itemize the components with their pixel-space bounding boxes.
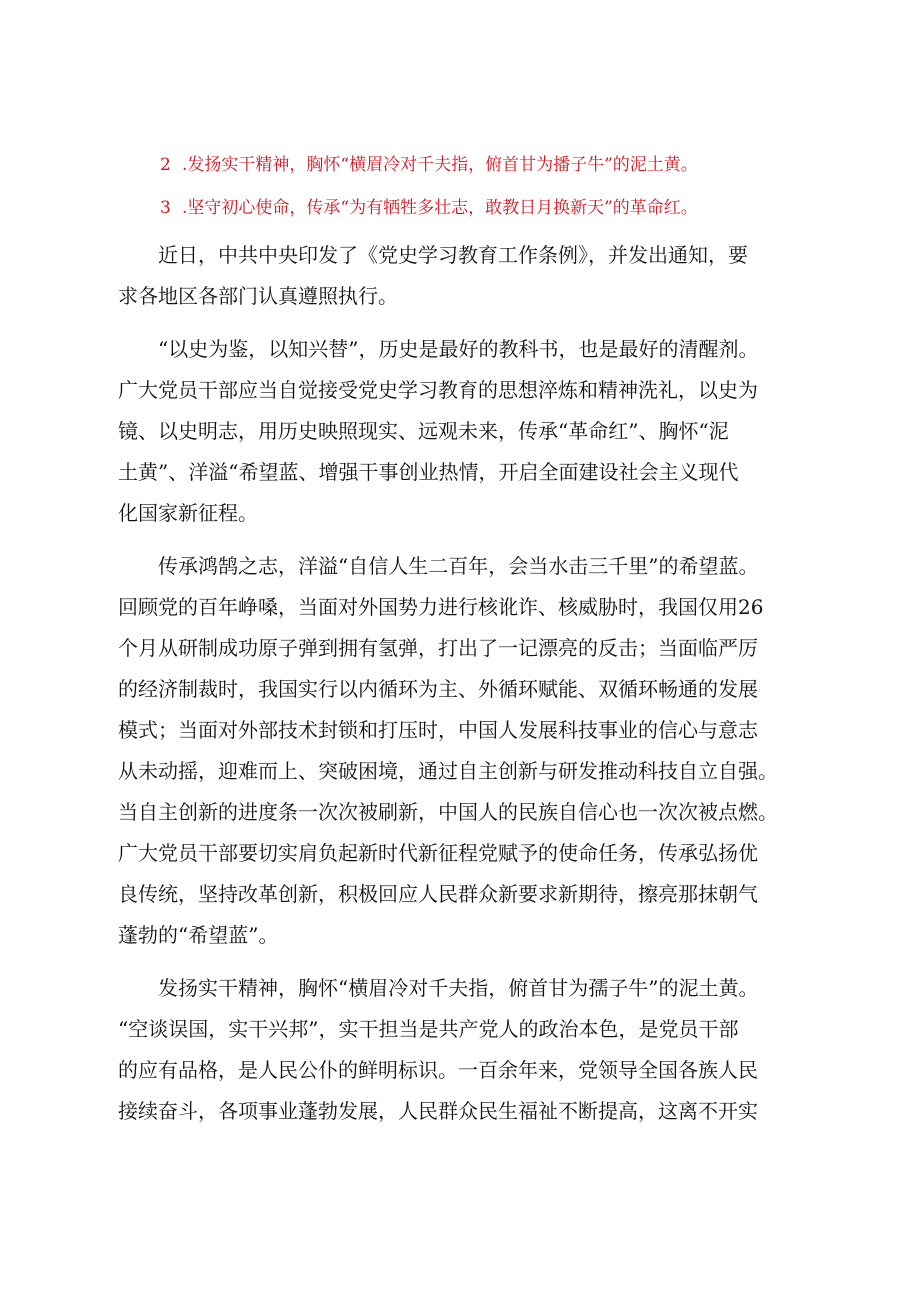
paragraph-earth-yellow — [118, 968, 818, 1132]
paragraph-line: 镜、以史明志，用历史映照现实、远观未来，传承“革命红”、胸怀“泥 — [118, 419, 729, 443]
paragraph-line: 的经济制裁时，我国实行以内循环为主、外循环赋能、双循环畅通的发展 — [118, 677, 758, 701]
paragraph-line: 广大党员干部应当自觉接受党史学习教育的思想淬炼和精神洗礼，以史为 — [118, 378, 758, 402]
paragraph-line: 良传统，坚持改革创新，积极回应人民群众新要求新期待，擦亮那抹朝气 — [118, 882, 758, 906]
paragraph-line: 化国家新征程。 — [118, 501, 258, 525]
paragraph-line: 接续奋斗，各项事业蓬勃发展，人民群众民生福祉不断提高，这离不开实 — [118, 1099, 758, 1123]
paragraph-line: “空谈误国，实干兴邦”，实干担当是共产党人的政治本色，是党员干部 — [118, 1017, 739, 1041]
body-text — [118, 235, 818, 1144]
paragraph-line: 广大党员干部要切实肩负起新时代新征程党赋予的使命任务，传承弘扬优 — [118, 841, 758, 865]
paragraph-line: 土黄”、洋溢“希望蓝、增强干事创业热情，开启全面建设社会主义现代 — [118, 460, 739, 484]
paragraph-line: 从未动摇，迎难而上、突破困境，通过自主创新与研发推动科技自立自强。 — [118, 759, 778, 783]
paragraph-line: 发扬实干精神，胸怀“横眉冷对千夫指，俯首甘为孺子牛”的泥土黄。 — [158, 976, 759, 1000]
numbered-heading-2 — [160, 155, 860, 175]
heading-text: .发扬实干精神，胸怀“横眉冷对千夫指，俯首甘为播子牛”的泥土黄。 — [182, 155, 698, 175]
paragraph-line: 蓬勃的“希望蓝”。 — [118, 923, 279, 947]
paragraph-line: “以史为鉴，以知兴替”，历史是最好的教科书，也是最好的清醒剂。 — [158, 337, 759, 361]
paragraph-history-mirror — [118, 329, 818, 534]
numbered-heading-3 — [160, 198, 860, 218]
heading-number: 2 — [160, 155, 171, 175]
paragraph-line: 回顾党的百年峥嗓，当面对外国势力进行核讹诈、核威胁时，我国仅用26 — [118, 595, 764, 619]
paragraph-line: 传承鸿鹄之志，洋溢“自信人生二百年，会当水击三千里”的希望蓝。 — [158, 554, 759, 578]
paragraph-line: 个月从研制成功原子弹到拥有氢弹，打出了一记漂亮的反击；当面临严厉 — [118, 636, 758, 660]
paragraph-hope-blue — [118, 546, 818, 956]
paragraph-line: 模式；当面对外部技术封锁和打压时，中国人发展科技事业的信心与意志 — [118, 718, 758, 742]
paragraph-line: 近日，中共中央印发了《党史学习教育工作条例》，并发出通知，要 — [158, 243, 748, 267]
heading-text: .坚守初心使命，传承“为有牺牲多壮志，敢教日月换新天”的革命红。 — [182, 198, 698, 218]
paragraph-line: 求各地区各部门认真遵照执行。 — [118, 284, 398, 308]
paragraph-line: 的应有品格，是人民公仆的鲜明标识。一百余年来，党领导全国各族人民 — [118, 1058, 758, 1082]
heading-number: 3 — [160, 198, 171, 218]
paragraph-announcement — [118, 235, 818, 317]
numbered-heading-list — [160, 155, 860, 241]
paragraph-line: 当自主创新的进度条一次次被刷新，中国人的民族自信心也一次次被点燃。 — [118, 800, 778, 824]
